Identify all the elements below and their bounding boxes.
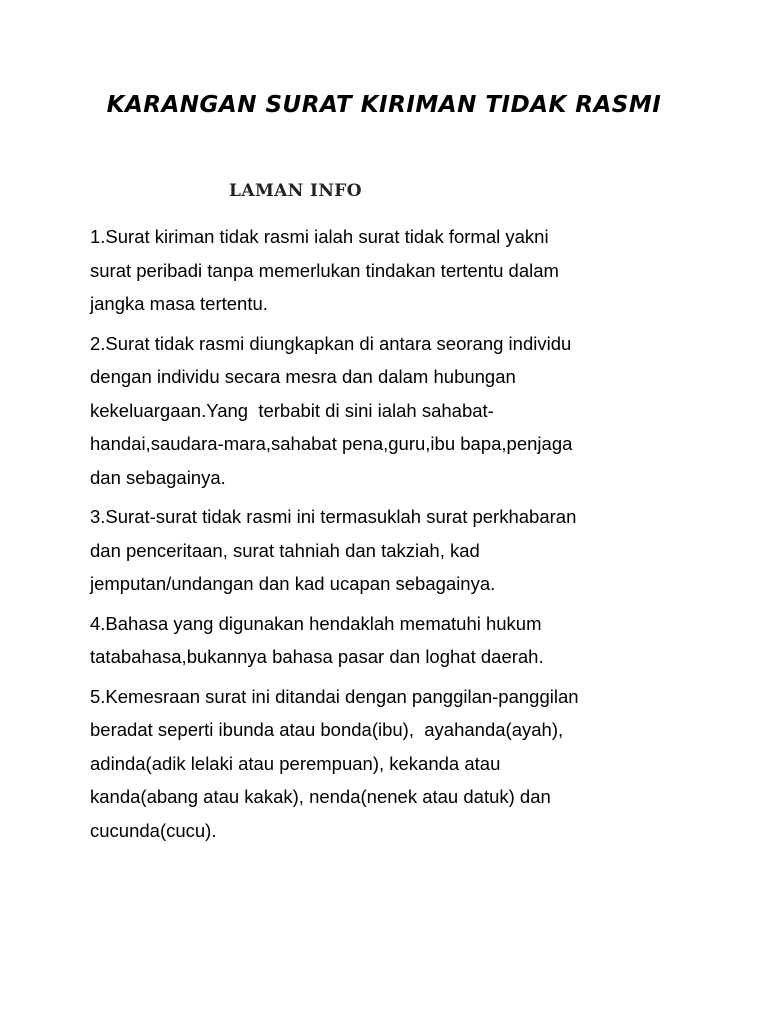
paragraph-3: 3.Surat-surat tidak rasmi ini termasuklah surat perkhabaran dan penceritaan, surat tahniah dan takziah, kad jemputan/undangan dan kad ucapan sebagainya.: [90, 506, 577, 594]
paragraph-2: 2.Surat tidak rasmi diungkapkan di antara seorang individu dengan individu secara mesra dan dalam hubungan kekeluargaan.Yang terbabit di sini ialah sahabat- handai,saudara-mara,sahabat pena,guru,ibu bapa,penjaga dan sebagainya.: [90, 332, 573, 488]
paragraph-5: 5.Kemesraan surat ini ditandai dengan panggilan-panggilan beradat seperti ibunda atau bonda(ibu), ayahanda(ayah), adinda(adik lelaki atau perempuan), kekanda atau kanda(abang atau kakak), nenda(nenek atau datuk) dan cucunda(cucu).: [90, 685, 579, 841]
section-subtitle: LAMAN INFO: [229, 181, 362, 201]
paragraph-1: 1.Surat kiriman tidak rasmi ialah surat tidak formal yakni surat peribadi tanpa memerlukan tindakan tertentu dalam jangka masa tertentu.: [90, 226, 559, 314]
document-body: [90, 220, 665, 853]
document-title: KARANGAN SURAT KIRIMAN TIDAK RASMI: [106, 92, 662, 118]
paragraph-4: 4.Bahasa yang digunakan hendaklah mematuhi hukum tatabahasa,bukannya bahasa pasar dan loghat daerah.: [90, 612, 544, 667]
